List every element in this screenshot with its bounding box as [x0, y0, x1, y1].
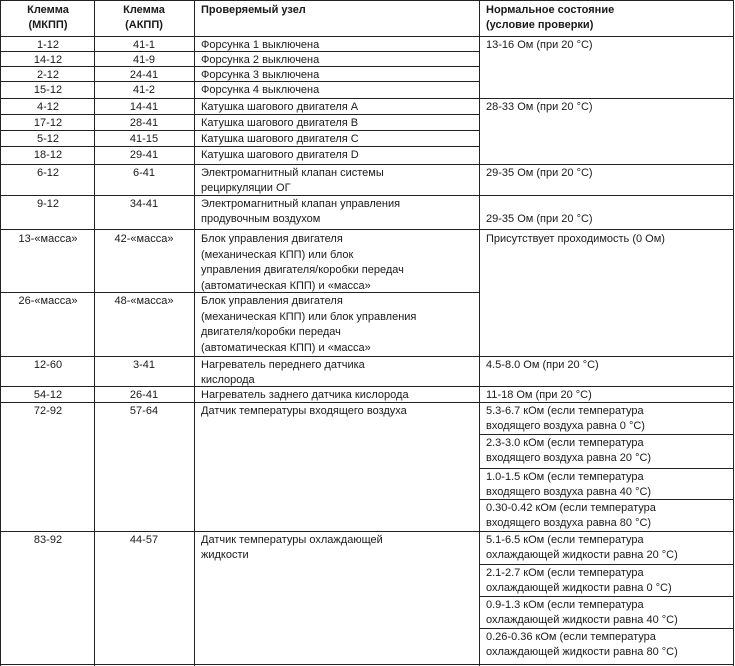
- table-cell-mkpp: 9-12: [36, 198, 60, 210]
- table-cell-akpp: 57-64: [129, 405, 159, 417]
- table-cell-mkpp: 13-«масса»: [18, 233, 78, 245]
- table-cell-akpp: 41-1: [132, 39, 156, 51]
- grid-line: [0, 36, 734, 37]
- grid-line: [479, 0, 480, 666]
- grid-line: [0, 66, 480, 67]
- table-cell-node: Датчик температуры охлаждающей жидкости: [201, 534, 383, 561]
- grid-line: [0, 664, 734, 665]
- table-cell-node: Электромагнитный клапан управления продувочным воздухом: [201, 198, 401, 225]
- norm-coolant: 2.1-2.7 кОм (если температура охлаждающей жидкости равна 0 °С): [486, 567, 672, 594]
- table-cell-akpp: 41-2: [132, 84, 156, 96]
- grid-line: [0, 51, 480, 52]
- table-cell-akpp: 48-«масса»: [114, 295, 174, 307]
- table-cell-mkpp: 6-12: [36, 167, 60, 179]
- grid-line: [479, 499, 734, 500]
- table-cell-mkpp: 83-92: [33, 534, 63, 546]
- table-cell-mkpp: 4-12: [36, 101, 60, 113]
- grid-line: [0, 81, 480, 82]
- table-cell-mkpp: 26-«масса»: [18, 295, 78, 307]
- table-cell-akpp: 26-41: [129, 389, 159, 401]
- norm-rear-o2: 11-18 Ом (при 20 °С): [486, 389, 592, 401]
- table-cell-node: Блок управления двигателя (механическая КПП) или блок управления двигателя/коробки передач (автоматическая КПП) и «масса»: [201, 233, 404, 292]
- header-terminal-akpp: Клемма (АКПП): [123, 4, 165, 31]
- norm-egr: 29-35 Ом (при 20 °С): [486, 167, 593, 179]
- table-cell-node: Датчик температуры входящего воздуха: [201, 405, 407, 417]
- grid-line: [0, 229, 734, 230]
- grid-line: [733, 0, 734, 666]
- table-cell-mkpp: 5-12: [36, 133, 60, 145]
- grid-line: [0, 0, 1, 666]
- table-cell-node: Катушка шагового двигателя В: [201, 117, 359, 129]
- norm-intake-air: 1.0-1.5 кОм (если температура входящего воздуха равна 40 °С): [486, 471, 652, 498]
- table-cell-mkpp: 54-12: [33, 389, 63, 401]
- header-normal-state: Нормальное состояние (условие проверки): [486, 4, 615, 31]
- grid-line: [0, 130, 480, 131]
- norm-coolant: 5.1-6.5 кОм (если температура охлаждающей жидкости равна 20 °С): [486, 534, 678, 561]
- grid-line: [0, 531, 734, 532]
- norm-purge: 29-35 Ом (при 20 °С): [486, 213, 593, 225]
- norm-intake-air: 2.3-3.0 кОм (если температура входящего воздуха равна 20 °С): [486, 437, 652, 464]
- grid-line: [479, 628, 734, 629]
- table-cell-node: Форсунка 2 выключена: [201, 54, 320, 66]
- table-cell-node: Форсунка 4 выключена: [201, 84, 320, 96]
- grid-line: [0, 98, 734, 99]
- table-cell-mkpp: 72-92: [33, 405, 63, 417]
- table-cell-node: Электромагнитный клапан системы рециркуляции ОГ: [201, 167, 384, 194]
- grid-line: [479, 468, 734, 469]
- table-cell-mkpp: 18-12: [33, 149, 63, 161]
- grid-line: [0, 292, 480, 293]
- table-cell-mkpp: 14-12: [33, 54, 63, 66]
- grid-line: [0, 164, 734, 165]
- grid-line: [0, 0, 734, 1]
- table-cell-mkpp: 1-12: [36, 39, 60, 51]
- table-cell-node: Нагреватель переднего датчика кислорода: [201, 359, 365, 386]
- header-checked-node: Проверяемый узел: [201, 4, 306, 16]
- norm-intake-air: 0.30-0.42 кОм (если температура входящего воздуха равна 80 °С): [486, 502, 656, 529]
- norm-coolant: 0.9-1.3 кОм (если температура охлаждающей жидкости равна 40 °С): [486, 599, 678, 626]
- grid-line: [0, 356, 734, 357]
- grid-line: [0, 114, 480, 115]
- table-cell-mkpp: 17-12: [33, 117, 63, 129]
- table-cell-akpp: 44-57: [129, 534, 159, 546]
- header-terminal-mkpp: Клемма (МКПП): [27, 4, 69, 31]
- table-cell-akpp: 28-41: [129, 117, 159, 129]
- table-cell-mkpp: 15-12: [33, 84, 63, 96]
- table-cell-akpp: 42-«масса»: [114, 233, 174, 245]
- table-cell-node: Катушка шагового двигателя D: [201, 149, 359, 161]
- grid-line: [0, 386, 734, 387]
- grid-line: [0, 195, 734, 196]
- grid-line: [0, 402, 734, 403]
- table-cell-akpp: 29-41: [129, 149, 159, 161]
- table-cell-mkpp: 2-12: [36, 69, 60, 81]
- norm-coolant: 0.26-0.36 кОм (если температура охлаждающей жидкости равна 80 °С): [486, 631, 678, 658]
- grid-line: [479, 434, 734, 435]
- table-cell-akpp: 41-15: [129, 133, 159, 145]
- norm-stepper: 28-33 Ом (при 20 °С): [486, 101, 593, 113]
- grid-line: [94, 0, 95, 666]
- table-cell-node: Форсунка 1 выключена: [201, 39, 320, 51]
- table-cell-node: Форсунка 3 выключена: [201, 69, 320, 81]
- table-cell-akpp: 24-41: [129, 69, 159, 81]
- table-cell-akpp: 34-41: [129, 198, 159, 210]
- norm-ground: Присутствует проходимость (0 Ом): [486, 233, 665, 245]
- table-cell-node: Катушка шагового двигателя С: [201, 133, 359, 145]
- table-cell-node: Нагреватель заднего датчика кислорода: [201, 389, 409, 401]
- table-cell-mkpp: 12-60: [33, 359, 63, 371]
- norm-injectors: 13-16 Ом (при 20 °С): [486, 39, 593, 51]
- table-cell-node: Блок управления двигателя (механическая КПП) или блок управления двигателя/коробки передач (автоматическая КПП) и «масса»: [201, 295, 417, 354]
- grid-line: [479, 564, 734, 565]
- table-cell-akpp: 41-9: [132, 54, 156, 66]
- table-cell-akpp: 14-41: [129, 101, 159, 113]
- table-cell-akpp: 6-41: [132, 167, 156, 179]
- table-cell-akpp: 3-41: [132, 359, 156, 371]
- grid-line: [194, 0, 195, 666]
- norm-front-o2: 4.5-8.0 Ом (при 20 °С): [486, 359, 599, 371]
- norm-intake-air: 5.3-6.7 кОм (если температура входящего воздуха равна 0 °С): [486, 405, 645, 432]
- grid-line: [479, 596, 734, 597]
- grid-line: [0, 146, 480, 147]
- table-cell-node: Катушка шагового двигателя А: [201, 101, 359, 113]
